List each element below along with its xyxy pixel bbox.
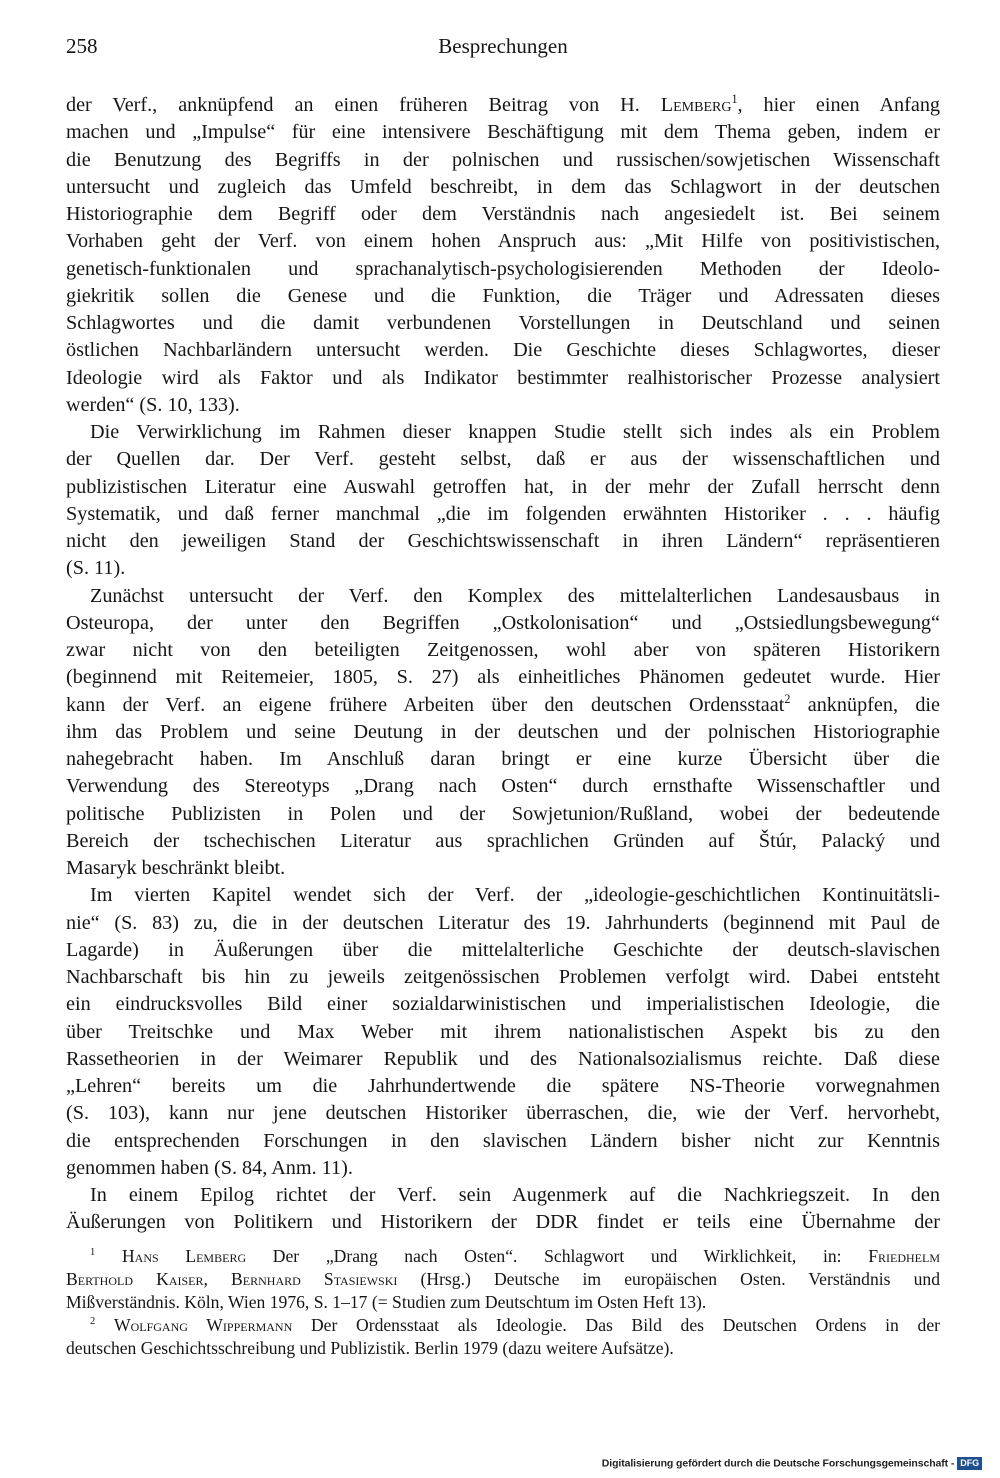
text-line: (S. 103), kann nur jene deutschen Historiker überraschen, die, wie der Verf. hervorhebt,: [66, 1102, 940, 1125]
text-line: ihm das Problem und seine Deutung in der deutschen und der polnischen Historiographie: [66, 720, 940, 743]
page-number: 258: [66, 34, 98, 58]
text-line: zwar nicht von den beteiligten Zeitgenossen, wohl aber von späteren Historikern: [66, 639, 940, 661]
text-line: Schlagwortes und die damit verbundenen Vorstellungen in Deutschland und seinen: [66, 312, 940, 334]
text-line: Osteuropa, der unter den Begriffen „Ostkolonisation“ und „Ostsiedlungsbewegung“: [66, 611, 940, 634]
text-line: giekritik sollen die Genese und die Funktion, die Träger und Adressaten dieses: [66, 284, 940, 307]
text-line: Lagarde) in Äußerungen über die mittelalterliche Geschichte der deutsch-slavischen: [66, 938, 940, 961]
footnote-ref: 2: [784, 691, 791, 706]
text-line: werden“ (S. 10, 133).: [66, 393, 240, 416]
text-line: (beginnend mit Reitemeier, 1805, S. 27) als einheitliches Phänomen gedeutet wurde. Hier: [66, 666, 940, 689]
page-header: [66, 34, 940, 64]
text-line: kann der Verf. an eigene frühere Arbeiten über den deutschen Ordensstaat$^2$ anknüpfen, die: [66, 691, 940, 716]
text-line: Nachbarschaft bis hin zu jeweils zeitgenössischen Problemen verfolgt wird. Dabei entsteht: [66, 966, 940, 988]
review-body-text: [66, 92, 940, 1237]
text-line: Zunächst untersucht der Verf. den Komplex des mittelalterlichen Landesausbaus in: [90, 584, 940, 607]
text-line: Systematik, und daß ferner manchmal „die im folgenden erwähnten Historiker . . . häufig: [66, 502, 940, 525]
footnote-ref: 1: [731, 92, 738, 107]
text-line: der Quellen dar. Der Verf. gesteht selbst, daß er aus der wissenschaftlichen und: [66, 448, 940, 471]
text-line: der Verf., anknüpfend an einen früheren Beitrag von H. Lemberg$^1$, hier einen Anfang: [66, 92, 941, 116]
text-line: östlichen Nachbarländern untersucht werden. Die Geschichte dieses Schlagwortes, dieser: [66, 339, 940, 362]
text-line: genommen haben (S. 84, Anm. 11).: [66, 1156, 353, 1179]
footnote-number: 2: [90, 1316, 96, 1328]
footnote-line: $^1$ Hans Lemberg Der „Drang nach Osten“. Schlagwort und Wirklichkeit, in: Friedhelm: [90, 1246, 940, 1266]
digitization-note: Digitalisierung gefördert durch die Deutsche Forschungsgemeinschaft - DFG: [602, 1457, 982, 1470]
author-name: Lemberg: [660, 94, 732, 116]
text-line: Verwendung des Stereotyps „Drang nach Osten“ durch ernsthafte Wissenschaftler und: [66, 775, 940, 798]
footnote-line: Mißverständnis. Köln, Wien 1976, S. 1–17 (= Studien zum Deutschtum im Osten Heft 13).: [66, 1292, 707, 1312]
text-line: Ideologie wird als Faktor und als Indikator bestimmter realhistorischer Prozesse analysiert: [66, 366, 940, 389]
footnotes: [66, 1245, 940, 1360]
text-line: Die Verwirklichung im Rahmen dieser knappen Studie stellt sich indes als ein Problem: [90, 421, 940, 443]
text-line: Masaryk beschränkt bleibt.: [66, 857, 286, 879]
running-head: Besprechungen: [438, 34, 568, 58]
footnote-number: 1: [90, 1247, 96, 1259]
text-line: In einem Epilog richtet der Verf. sein Augenmerk auf die Nachkriegszeit. In den: [90, 1184, 940, 1206]
text-line: Äußerungen von Politikern und Historikern der DDR findet er teils eine Übernahme der: [66, 1211, 940, 1234]
text-line: politische Publizisten in Polen und der Sowjetunion/Rußland, wobei der bedeutende: [66, 802, 940, 825]
text-line: Vorhaben geht der Verf. von einem hohen Anspruch aus: „Mit Hilfe von positivistischen,: [66, 230, 940, 253]
text-line: „Lehren“ bereits um die Jahrhundertwende die spätere NS-Theorie vorwegnahmen: [66, 1075, 940, 1097]
text-line: die entsprechenden Forschungen in den slavischen Ländern bisher nicht zur Kenntnis: [66, 1129, 940, 1152]
text-line: die Benutzung des Begriffs in der polnischen und russischen/sowjetischen Wissenschaft: [66, 148, 940, 171]
text-line: publizistischen Literatur eine Auswahl getroffen hat, in der mehr der Zufall herrscht denn: [66, 475, 940, 498]
text-line: ein eindrucksvolles Bild einer sozialdarwinistischen und imperialistischen Ideologie, die: [66, 993, 940, 1016]
text-line: machen und „Impulse“ für eine intensivere Beschäftigung mit dem Thema geben, indem er: [66, 121, 940, 144]
text-line: nie“ (S. 83) zu, die in der deutschen Literatur des 19. Jahrhunderts (beginnend mit Paul de: [66, 911, 940, 934]
text-line: Im vierten Kapitel wendet sich der Verf. der „ideologie-geschichtlichen Kontinuitätsli-: [90, 884, 940, 907]
text-line: Rassetheorien in der Weimarer Republik und des Nationalsozialismus reichte. Daß diese: [66, 1047, 940, 1070]
footnote-line: Berthold Kaiser, Bernhard Stasiewski (Hrsg.) Deutsche im europäischen Osten. Verständnis und: [66, 1269, 941, 1289]
text-line: Bereich der tschechischen Literatur aus sprachlichen Gründen auf Štúr, Palacký und: [66, 829, 940, 852]
text-line: untersucht und zugleich das Umfeld beschreibt, in dem das Schlagwort in der deutschen: [66, 175, 940, 198]
text-line: über Treitschke und Max Weber mit ihrem nationalistischen Aspekt bis zu den: [66, 1020, 940, 1043]
footnote-line: deutschen Geschichtsschreibung und Publizistik. Berlin 1979 (dazu weitere Aufsätze).: [66, 1338, 674, 1358]
text-line: genetisch-funktionalen und sprachanalytisch-psychologisierenden Methoden der Ideolo-: [66, 257, 940, 280]
footnote-line: $^2$ Wolfgang Wippermann Der Ordensstaat als Ideologie. Das Bild des Deutschen Ordens in der: [90, 1315, 940, 1335]
dfg-logo: DFG: [957, 1457, 982, 1470]
text-line: nicht den jeweiligen Stand der Geschichtswissenschaft in ihren Ländern“ repräsentieren: [66, 530, 940, 552]
text-line: nahegebracht haben. Im Anschluß daran bringt er eine kurze Übersicht über die: [66, 748, 940, 770]
text-line: (S. 11).: [66, 557, 126, 580]
text-line: Historiographie dem Begriff oder dem Verständnis nach angesiedelt ist. Bei seinem: [66, 203, 940, 225]
